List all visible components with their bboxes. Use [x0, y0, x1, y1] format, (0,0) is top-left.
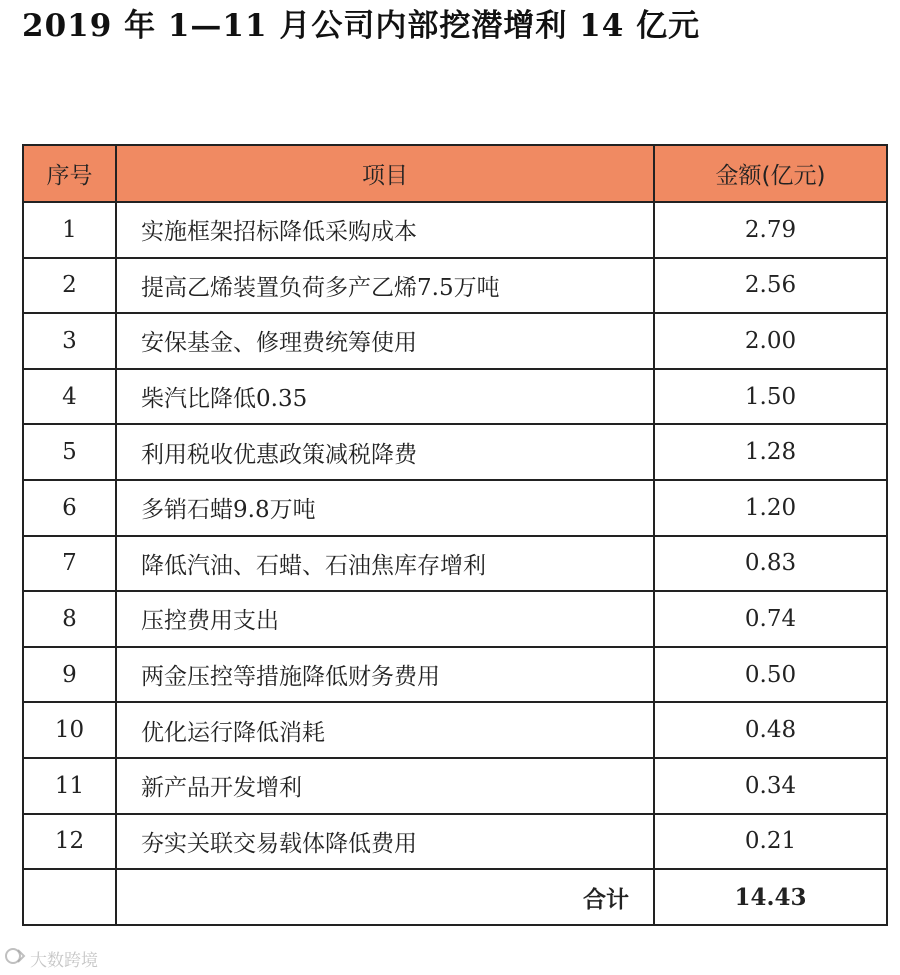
column-header-item: 项目: [116, 145, 654, 202]
table-row: [23, 313, 887, 369]
table-row: [23, 424, 887, 480]
table-row: [23, 591, 887, 647]
row-item: 优化运行降低消耗: [116, 702, 654, 758]
row-amount: 0.74: [654, 591, 887, 647]
row-amount: 2.79: [654, 202, 887, 258]
row-number: 2: [23, 258, 116, 314]
row-number: 5: [23, 424, 116, 480]
row-number: 11: [23, 758, 116, 814]
row-amount: 1.50: [654, 369, 887, 425]
row-number: 3: [23, 313, 116, 369]
table-row: [23, 758, 887, 814]
table-header-row: [23, 145, 887, 202]
column-header-amount: 金额(亿元): [654, 145, 887, 202]
row-number: 4: [23, 369, 116, 425]
total-amount: 14.43: [654, 869, 887, 925]
row-item: 多销石蜡9.8万吨: [116, 480, 654, 536]
row-amount: 2.00: [654, 313, 887, 369]
row-amount: 1.20: [654, 480, 887, 536]
row-amount: 0.34: [654, 758, 887, 814]
row-number: 12: [23, 814, 116, 870]
row-item: 实施框架招标降低采购成本: [116, 202, 654, 258]
row-amount: 0.83: [654, 536, 887, 592]
row-number: 1: [23, 202, 116, 258]
row-item: 夯实关联交易载体降低费用: [116, 814, 654, 870]
row-amount: 2.56: [654, 258, 887, 314]
table-row: [23, 814, 887, 870]
row-item: 新产品开发增利: [116, 758, 654, 814]
row-item: 提高乙烯装置负荷多产乙烯7.5万吨: [116, 258, 654, 314]
page-title: 2019 年 1—11 月公司内部挖潜增利 14 亿元: [22, 8, 701, 44]
watermark-text: 大数跨境: [30, 950, 98, 971]
logo-mark-icon: [4, 946, 26, 971]
table-row: [23, 258, 887, 314]
row-number: 8: [23, 591, 116, 647]
watermark: [4, 946, 98, 970]
row-amount: 0.50: [654, 647, 887, 703]
table-row: [23, 647, 887, 703]
row-amount: 1.28: [654, 424, 887, 480]
total-label: 合计: [116, 869, 654, 925]
table-row: [23, 369, 887, 425]
row-item: 两金压控等措施降低财务费用: [116, 647, 654, 703]
row-number: 9: [23, 647, 116, 703]
data-table: [22, 144, 888, 926]
total-row: [23, 869, 887, 925]
row-number: 6: [23, 480, 116, 536]
table-row: [23, 202, 887, 258]
row-number: 10: [23, 702, 116, 758]
row-number: 7: [23, 536, 116, 592]
row-item: 降低汽油、石蜡、石油焦库存增利: [116, 536, 654, 592]
row-amount: 0.48: [654, 702, 887, 758]
row-item: 利用税收优惠政策减税降费: [116, 424, 654, 480]
row-amount: 0.21: [654, 814, 887, 870]
total-row-empty-cell: [23, 869, 116, 925]
table-row: [23, 480, 887, 536]
table-row: [23, 536, 887, 592]
row-item: 安保基金、修理费统筹使用: [116, 313, 654, 369]
row-item: 柴汽比降低0.35: [116, 369, 654, 425]
column-header-seq: 序号: [23, 145, 116, 202]
row-item: 压控费用支出: [116, 591, 654, 647]
table-row: [23, 702, 887, 758]
